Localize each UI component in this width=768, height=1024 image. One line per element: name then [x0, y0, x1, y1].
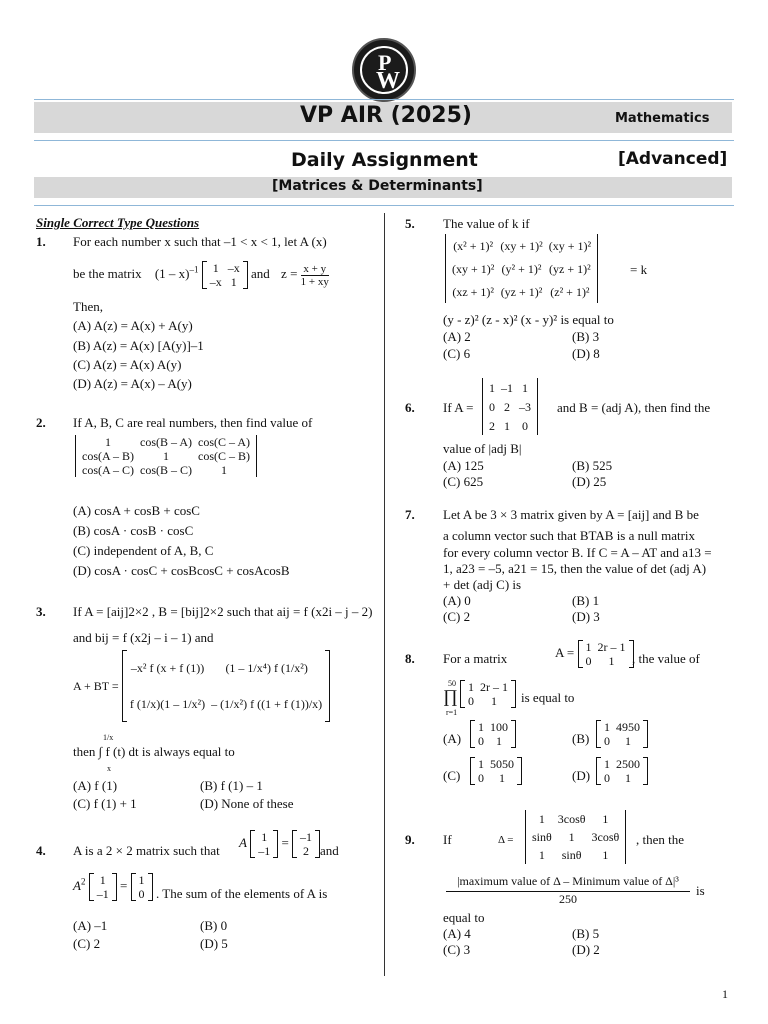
cell: cos(A – B) — [82, 449, 134, 463]
q9-frac-num: |maximum value of Δ – Minimum value of Δ|³ — [446, 874, 690, 892]
q4-vec3: 1 –1 — [89, 873, 117, 901]
q4-eq2: $A^2$ 1 –1 = 1 0 — [73, 873, 153, 901]
q9-is: is — [696, 883, 705, 898]
q7-line5: + det (adj C) is — [443, 577, 522, 592]
cell: 1 — [499, 771, 505, 785]
q1-line1: For each number x such that –1 < x < 1, let A (x) — [73, 234, 327, 249]
q7-line3: for every column vector B. If C = A – AT and a13 = — [443, 545, 712, 560]
cell: (1 – 1/x⁴) f (1/x²) — [225, 661, 308, 675]
q8-matrix — [578, 640, 634, 668]
cell: 1 — [163, 449, 169, 463]
q1-z-frac — [301, 263, 329, 288]
q9-frac-den: 250 — [559, 892, 577, 906]
q1-pre: (1 – x) — [154, 266, 190, 281]
cell: 2r – 1 — [480, 680, 508, 694]
q4-option-d[interactable]: (D) 5 — [200, 936, 228, 951]
cell: cos(C – A) — [198, 435, 250, 449]
cell: 2 — [489, 418, 495, 433]
cell: 1 — [468, 680, 474, 694]
q3-line2: and bij = f (x2j – i – 1) and — [73, 630, 214, 645]
cell: (xy + 1)² — [452, 261, 495, 276]
q6-option-d[interactable]: (D) 25 — [572, 474, 607, 489]
cell: 1 — [504, 418, 510, 433]
cell: (z² + 1)² — [550, 284, 590, 299]
topic-label: [Matrices & Determinants] — [272, 178, 483, 194]
cell: 100 — [490, 720, 508, 734]
q8-prod-matrix — [460, 680, 516, 708]
q8-opt-d-mat — [596, 757, 648, 785]
q2-option-b[interactable]: (B) cosA · cosB · cosC — [73, 523, 194, 538]
page-number: 1 — [722, 987, 728, 1001]
cell: 1 — [585, 640, 592, 654]
cell: 3cosθ — [591, 830, 620, 844]
cell: –1 — [501, 380, 513, 395]
q4-vec4: 1 0 — [131, 873, 153, 901]
q4-option-b[interactable]: (B) 0 — [200, 918, 228, 933]
cell: 1 — [221, 463, 227, 477]
q8-line1b: , the value of — [632, 651, 700, 666]
q1-line2 — [73, 254, 373, 294]
cell: cos(B – C) — [140, 463, 192, 477]
q4-vec1: 1 –1 — [250, 830, 278, 858]
q2-option-d[interactable]: (D) cosA · cosC + cosBcosC + cosAcosB — [73, 563, 290, 578]
q8-prod-mat — [460, 680, 516, 708]
cell: 0 — [468, 694, 474, 708]
q5-text: The value of k if — [443, 216, 530, 231]
q3-option-c[interactable]: (C) f (1) + 1 — [73, 796, 137, 811]
cell: 1 — [538, 848, 545, 862]
cell: 1 — [212, 261, 219, 276]
q4-vec2: –1 2 — [292, 830, 320, 858]
cell: cos(C – B) — [198, 449, 250, 463]
q3-option-a[interactable]: (A) f (1) — [73, 778, 118, 793]
q3-int-upper: 1/x — [103, 733, 114, 742]
cell: (xz + 1)² — [452, 284, 495, 299]
frac-den: 1 + xy — [300, 275, 329, 288]
q4-line1a: A is a 2 × 2 matrix such that — [73, 843, 220, 858]
cell: cos(B – A) — [140, 435, 192, 449]
q6-number: 6. — [405, 400, 415, 415]
q1-option-d[interactable]: (D) A(z) = A(x) – A(y) — [73, 376, 192, 391]
cell: 1 — [538, 812, 545, 826]
q2-determinant — [75, 435, 257, 477]
cell: sinθ — [561, 848, 582, 862]
q7-option-d[interactable]: (D) 3 — [572, 609, 600, 624]
q8-option-d[interactable]: (D) — [572, 768, 591, 783]
q5-eq: = k — [630, 262, 648, 277]
cell: 0 — [478, 771, 484, 785]
logo-ring — [360, 46, 408, 94]
q3-number: 3. — [36, 604, 46, 619]
q8-prod-lower: r=1 — [446, 708, 458, 717]
cell: 1 — [602, 848, 609, 862]
q8-matrix-eq — [555, 640, 634, 668]
q3-matrix-eq — [73, 650, 363, 726]
q9-lhs: Δ = — [498, 834, 514, 846]
frac-num: x + y — [301, 263, 329, 276]
q8-opt-b-mat — [596, 720, 648, 748]
cell: 1 — [625, 771, 631, 785]
mid-rule — [34, 140, 734, 141]
q9-if: If — [443, 832, 452, 847]
subject-label: Mathematics — [615, 111, 710, 126]
cell: (xy + 1)² — [500, 238, 543, 253]
q8-opt-c-mat — [470, 757, 522, 785]
q1-option-a[interactable]: (A) A(z) = A(x) + A(y) — [73, 318, 193, 333]
cell: –x — [227, 261, 240, 276]
cell: 0 — [522, 418, 528, 433]
cell: 1 — [478, 720, 484, 734]
q8-option-c[interactable]: (C) — [443, 768, 461, 783]
cell: 0 — [489, 399, 495, 414]
q8-lhs: A = — [555, 644, 575, 660]
q1-then: Then, — [73, 299, 103, 314]
cell: 1 — [496, 734, 502, 748]
q5-option-a[interactable]: (A) 2 — [443, 329, 471, 344]
q9-option-d[interactable]: (D) 2 — [572, 942, 600, 957]
q6-option-a[interactable]: (A) 125 — [443, 458, 484, 473]
q9-option-b[interactable]: (B) 5 — [572, 926, 600, 941]
cell: 0 — [604, 771, 610, 785]
q5-option-b[interactable]: (B) 3 — [572, 329, 600, 344]
cell: 1 — [625, 734, 631, 748]
page-title: VP AIR (2025) — [300, 103, 472, 128]
q8-after: is equal to — [521, 690, 575, 705]
assignment-label: Daily Assignment — [291, 149, 478, 171]
q8-option-b[interactable]: (B) — [572, 731, 590, 746]
cell: – (1/x²) f ((1 + f (1))/x) — [211, 697, 323, 711]
q7-option-a[interactable]: (A) 0 — [443, 593, 471, 608]
q6-lhs: If A = — [443, 400, 474, 415]
cell: cos(A – C) — [82, 463, 134, 477]
cell: 1 — [478, 757, 484, 771]
cell: 3cosθ — [557, 812, 586, 826]
q3-int-lower: x — [107, 764, 111, 773]
q2-text: If A, B, C are real numbers, then find value of — [73, 415, 313, 430]
cell: 5050 — [490, 757, 514, 771]
q4-option-a[interactable]: (A) –1 — [73, 918, 108, 933]
q2-number: 2. — [36, 415, 46, 430]
q9-number: 9. — [405, 832, 415, 847]
cell: 1 — [230, 275, 237, 290]
cell: 1 — [491, 694, 497, 708]
q4-line2: . The sum of the elements of A is — [156, 886, 328, 901]
q1-option-c[interactable]: (C) A(z) = A(x) A(y) — [73, 357, 182, 372]
cell: 2500 — [616, 757, 640, 771]
cell: 0 — [478, 734, 484, 748]
q7-line2: a column vector such that BTAB is a null matrix — [443, 528, 696, 543]
q4-and: and — [320, 843, 339, 858]
q4-eq1: A 1 –1 = –1 2 — [239, 830, 320, 858]
q3-matrix — [122, 650, 330, 722]
cell: 4950 — [616, 720, 640, 734]
level-label: [Advanced] — [618, 149, 728, 169]
q8-prod-upper: 50 — [448, 679, 456, 688]
q8-line1: For a matrix — [443, 651, 508, 666]
q1-line2-text: be the matrix — [73, 266, 142, 281]
q5-number: 5. — [405, 216, 415, 231]
cell: (y² + 1)² — [501, 261, 542, 276]
column-divider — [384, 213, 385, 976]
q1-option-b[interactable]: (B) A(z) = A(x) [A(y)]–1 — [73, 338, 204, 353]
logo-letter-p: P — [378, 50, 392, 75]
q9-line3: equal to — [443, 910, 485, 925]
q7-line1: Let A be 3 × 3 matrix given by A = [aij] and B be — [443, 507, 699, 522]
cell: f (1/x)(1 – 1/x²) — [129, 697, 206, 711]
cell: 1 — [522, 380, 528, 395]
q5-after: (y - z)² (z - x)² (x - y)² is equal to — [443, 312, 614, 327]
q7-option-b[interactable]: (B) 1 — [572, 593, 600, 608]
q3-then: then ∫ f (t) dt is always equal to — [73, 744, 235, 759]
cell: 1 — [608, 654, 615, 668]
bottom-rule — [34, 205, 734, 206]
q9-determinant — [525, 810, 626, 864]
q8-opt-a-mat — [470, 720, 516, 748]
section-title: Single Correct Type Questions — [36, 215, 200, 230]
q8-prod-sym: ∏ — [443, 686, 458, 706]
cell: 0 — [585, 654, 592, 668]
cell: (xy + 1)² — [548, 238, 592, 253]
q2-option-c[interactable]: (C) independent of A, B, C — [73, 543, 214, 558]
q3-lhs: A + BT = — [73, 679, 119, 693]
q4-option-c[interactable]: (C) 2 — [73, 936, 101, 951]
q6-line2: value of |adj B| — [443, 441, 522, 456]
cell: 1 — [489, 380, 495, 395]
q9-option-a[interactable]: (A) 4 — [443, 926, 471, 941]
top-rule — [34, 99, 734, 100]
cell: –x² f (x + f (1)) — [130, 661, 205, 675]
q1-and: and — [251, 266, 270, 281]
cell: –x — [209, 275, 222, 290]
q8-option-a[interactable]: (A) — [443, 731, 462, 746]
cell: 2 — [504, 399, 510, 414]
logo-letter-w: W — [376, 68, 400, 94]
cell: (yz + 1)² — [500, 284, 543, 299]
q9-then: , then the — [636, 832, 685, 847]
cell: (x² + 1)² — [453, 238, 494, 253]
q1-matrix — [202, 261, 248, 289]
q1-z: z = — [281, 266, 298, 281]
q1-number: 1. — [36, 234, 46, 249]
q7-option-c[interactable]: (C) 2 — [443, 609, 471, 624]
q3-option-b[interactable]: (B) f (1) – 1 — [200, 778, 263, 793]
cell: 1 — [568, 830, 575, 844]
q5-determinant — [445, 234, 598, 303]
q7-line4: 1, a23 = –5, a21 = 15, then the value of det (adj A) — [443, 561, 707, 576]
cell: 1 — [602, 812, 609, 826]
cell: 1 — [604, 720, 610, 734]
q2-option-a[interactable]: (A) cosA + cosB + cosC — [73, 503, 200, 518]
q4-number: 4. — [36, 843, 46, 858]
q6-option-b[interactable]: (B) 525 — [572, 458, 613, 473]
cell: –3 — [519, 399, 531, 414]
q5-option-d[interactable]: (D) 8 — [572, 346, 600, 361]
q9-fraction — [446, 874, 690, 907]
q3-option-d[interactable]: (D) None of these — [200, 796, 294, 811]
q3-line1: If A = [aij]2×2 , B = [bij]2×2 such that aij = f (x2i – j – 2) — [73, 604, 373, 619]
cell: 1 — [105, 435, 111, 449]
cell: 2r – 1 — [597, 640, 626, 654]
q6-determinant — [482, 378, 538, 435]
q9-option-c[interactable]: (C) 3 — [443, 942, 471, 957]
q6-option-c[interactable]: (C) 625 — [443, 474, 484, 489]
q8-number: 8. — [405, 651, 415, 666]
cell: sinθ — [532, 830, 552, 844]
cell: 0 — [604, 734, 610, 748]
cell: (yz + 1)² — [549, 261, 591, 276]
q5-option-c[interactable]: (C) 6 — [443, 346, 471, 361]
q6-rhs: and B = (adj A), then find the — [557, 400, 711, 415]
q1-pre-sup: –1 — [189, 264, 199, 275]
q7-number: 7. — [405, 507, 415, 522]
pw-logo — [352, 38, 416, 102]
cell: 1 — [604, 757, 610, 771]
